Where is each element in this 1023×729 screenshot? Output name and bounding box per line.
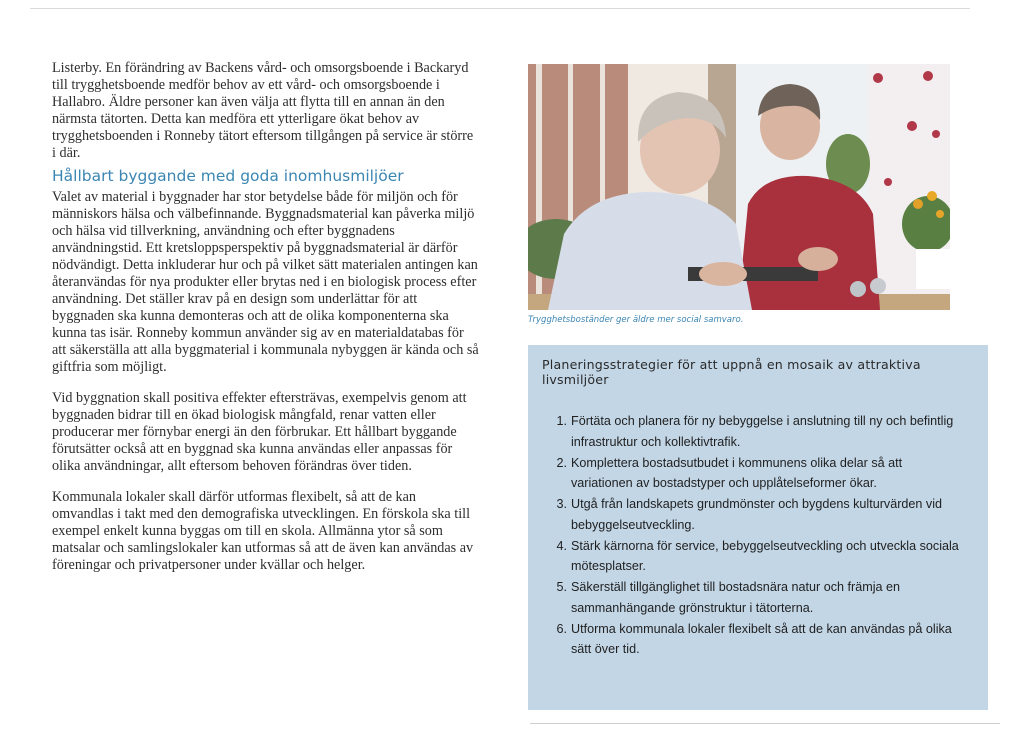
paragraph-intro: Listerby. En förändring av Backens vård- och omsorgsboende i Backaryd till trygghetsboende medför behov av ett vård- och omsorgsboende i Hallabro. Äldre personer kan även välja att flytta till en annan än den närmsta tätorten. Detta kan medföra ett ytterligare ökat behov av trygghetsboenden i Ronneby tätort eftersom tillgången på service är större i där. — [52, 60, 474, 161]
list-item-number: 6. — [556, 621, 567, 636]
list-item — [542, 536, 962, 577]
list-item — [542, 619, 962, 660]
list-item-text: Komplettera bostadsutbudet i kommunens olika delar så att variationen av bostadstyper och upplåtelseformer ökar. — [571, 455, 903, 490]
list-item-number: 1. — [556, 414, 567, 428]
paragraph-materials: Valet av material i byggnader har stor betydelse både för miljön och för människors hälsa och välbefinnande. Byggnadsmaterial kan påverka miljö och hälsa vid tillverkning, användning och efter byggnadens användningstid. Ett kretsloppsperspektiv på byggnadsmaterial är därför nödvändigt. Detta inkluderar hur och på vilket sätt materialen antingen kan återanvändas för nya produkter eller brytas ned i en biologisk process efter användning. Det ställer krav på en design som underlättar för att byggnaden ska kunna demonteras och att de olika komponenterna ska kunna tas isär. Ronneby kommun använder sig av en materialdatabas för att säkerställa att alla byggmaterial i kommunala nybyggen är kända och så giftfria som möjligt. — [52, 189, 479, 375]
list-item-number: 5. — [556, 580, 567, 594]
list-item-text: Utforma kommunala lokaler flexibelt så att de kan användas på olika sätt över tid. — [571, 621, 952, 656]
page-top-edge — [30, 8, 970, 9]
paragraph-flexible: Kommunala lokaler skall därför utformas flexibelt, så att de kan omvandlas i takt med den demografiska utvecklingen. En förskola ska till exempel enkelt kunna byggas om till en skola. Allmänna ytor så som matsalar och samlingslokaler kan utformas så att de även kan användas av föreningar och privatpersoner under kvällar och helger. — [52, 489, 474, 573]
paragraph-effects: Vid byggnation skall positiva effekter eftersträvas, exempelvis genom att byggnaden bidrar till en ökad biologisk mångfald, renar vatten eller producerar mer förnybar energi än den förbrukar. Ett hållbart byggande förutsätter också att en byggnad ska kunna användas eller anpassas för olika användningar, allt eftersom behoven förändras över tiden. — [52, 390, 467, 474]
list-item-text: Stärk kärnorna för service, bebyggelseutveckling och utveckla sociala mötesplatser. — [571, 538, 959, 573]
photo-illustration — [528, 64, 950, 310]
list-item-text: Utgå från landskapets grundmönster och bygdens kulturvärden vid bebyggelseutveckling. — [571, 497, 943, 532]
strategy-box — [528, 345, 988, 710]
list-item — [542, 494, 962, 535]
left-text-column — [52, 60, 480, 588]
list-item-number: 3. — [556, 497, 567, 511]
section-heading: Hållbart byggande med goda inomhusmiljöer — [52, 167, 404, 185]
photo-caption: Trygghetsboständer ger äldre mer social samvaro. — [528, 315, 744, 325]
list-item — [542, 453, 962, 494]
list-item-text: Säkerställ tillgänglighet till bostadsnära natur och främja en sammanhängande grönstruktur i tätorterna. — [571, 580, 901, 615]
page-bottom-edge — [530, 723, 1000, 724]
strategy-box-title: Planeringsstrategier för att uppnå en mosaik av attraktiva livsmiljöer — [542, 357, 921, 387]
strategy-list — [542, 411, 962, 660]
elderly-women-photo — [528, 64, 950, 310]
list-item-number: 4. — [556, 538, 567, 553]
list-item-number: 2. — [556, 455, 567, 470]
list-item — [542, 411, 962, 452]
list-item-text: Förtäta och planera för ny bebyggelse i anslutning till ny och befintlig infrastruktur och kollektivtrafik. — [571, 414, 954, 449]
list-item — [542, 577, 962, 618]
